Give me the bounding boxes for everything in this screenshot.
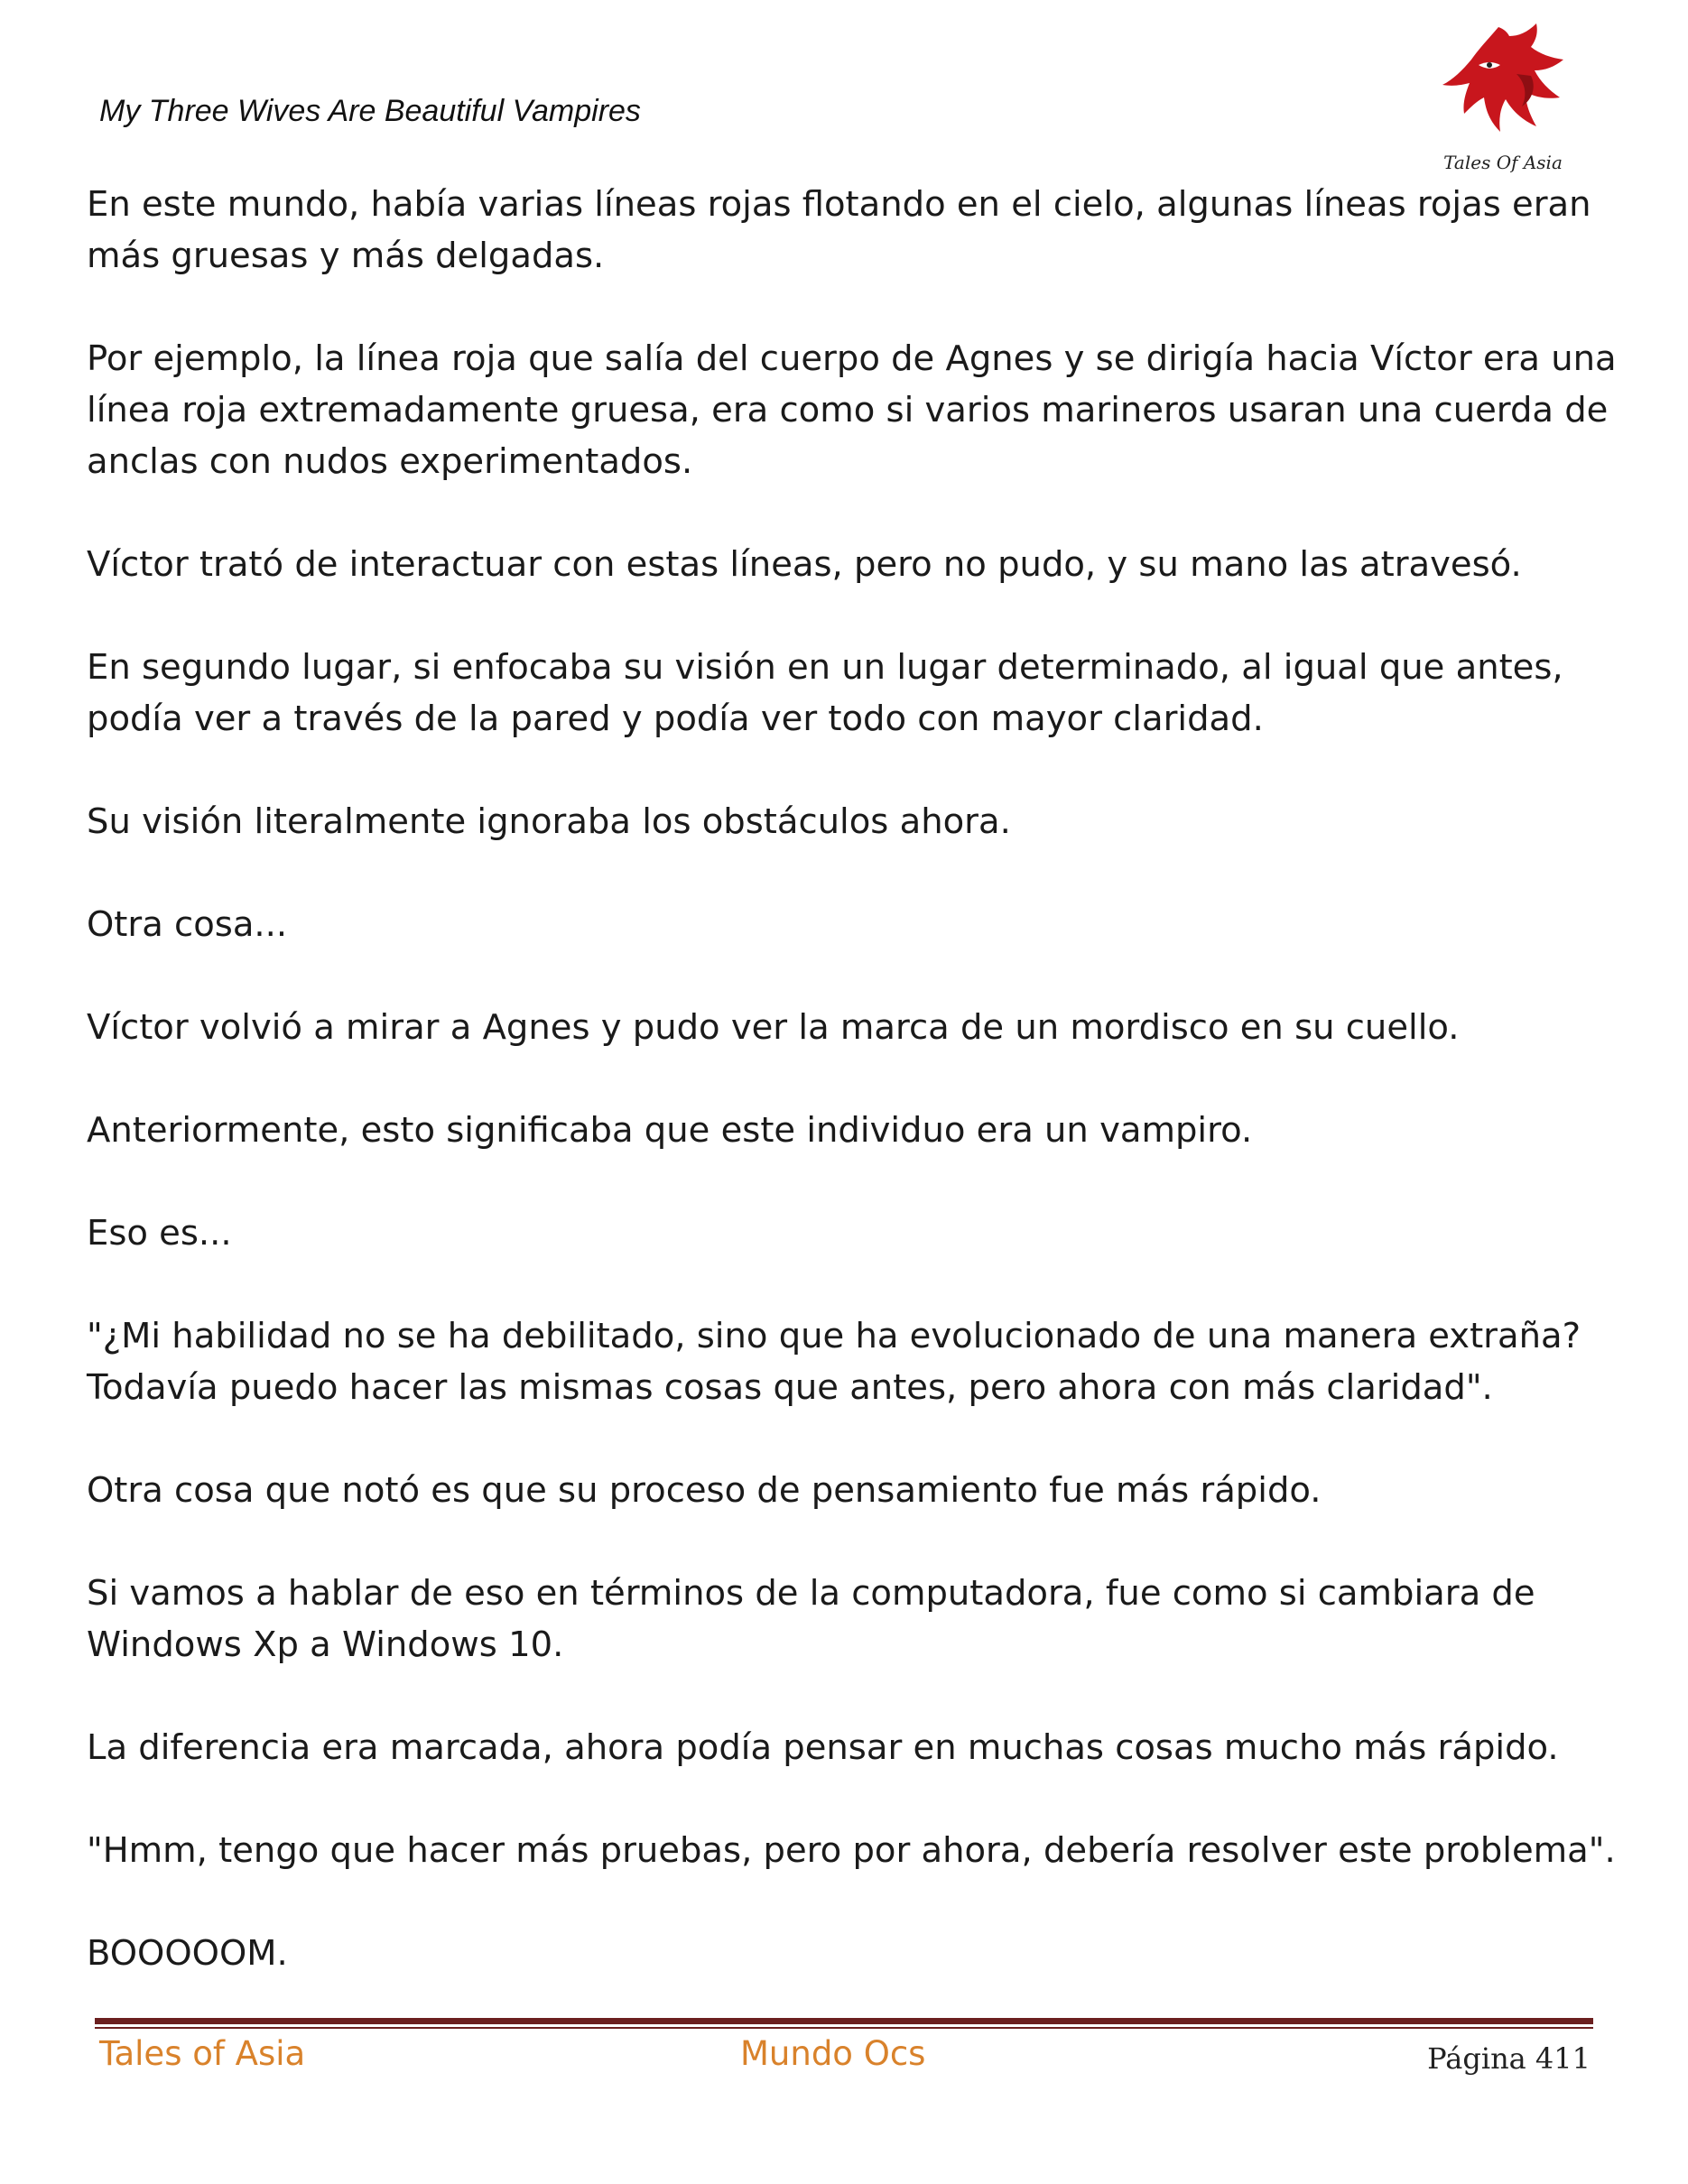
chapter-body [87,179,1621,2031]
footer-site-name: Tales of Asia [99,2034,306,2073]
paragraph: Víctor trató de interactuar con estas líneas, pero no pudo, y su mano las atravesó. [87,544,1522,585]
paragraph: "Hmm, tengo que hacer más pruebas, pero por ahora, debería resolver este problema". [87,1830,1616,1871]
tales-of-asia-logo [1435,20,1571,182]
paragraph: En este mundo, había varias líneas rojas flotando en el cielo, algunas líneas rojas eran más gruesas y más delgadas. [87,184,1591,276]
paragraph: Anteriormente, esto significaba que este individuo era un vampiro. [87,1110,1253,1151]
paragraph: Si vamos a hablar de eso en términos de la computadora, fue como si cambiara de Windows Xp a Windows 10. [87,1573,1535,1665]
paragraph: BOOOOOM. [87,1933,288,1974]
paragraph: Eso es... [87,1213,232,1254]
logo-text: Tales Of Asia [1443,152,1563,173]
paragraph: Otra cosa... [87,904,288,945]
paragraph: Por ejemplo, la línea roja que salía del cuerpo de Agnes y se dirigía hacia Víctor era una línea roja extremadamente gruesa, era como si varios marineros usaran una cuerda de anclas con nudos experimentados. [87,338,1617,482]
book-title: My Three Wives Are Beautiful Vampires [99,94,641,128]
paragraph: "¿Mi habilidad no se ha debilitado, sino que ha evolucionado de una manera extraña? Todavía puedo hacer las mismas cosas que antes, pero ahora con más claridad". [87,1316,1581,1408]
paragraph: En segundo lugar, si enfocaba su visión en un lugar determinado, al igual que antes, podía ver a través de la pared y podía ver todo con mayor claridad. [87,647,1563,739]
paragraph: Su visión literalmente ignoraba los obstáculos ahora. [87,801,1011,842]
paragraph: Otra cosa que notó es que su proceso de pensamiento fue más rápido. [87,1470,1322,1511]
paragraph: Víctor volvió a mirar a Agnes y pudo ver la marca de un mordisco en su cuello. [87,1007,1460,1048]
footer-divider [95,2018,1593,2029]
paragraph: La diferencia era marcada, ahora podía pensar en muchas cosas mucho más rápido. [87,1727,1559,1768]
dragon-icon [1435,20,1571,155]
page-number: Página 411 [1427,2041,1591,2076]
footer-section-name: Mundo Ocs [740,2034,926,2073]
